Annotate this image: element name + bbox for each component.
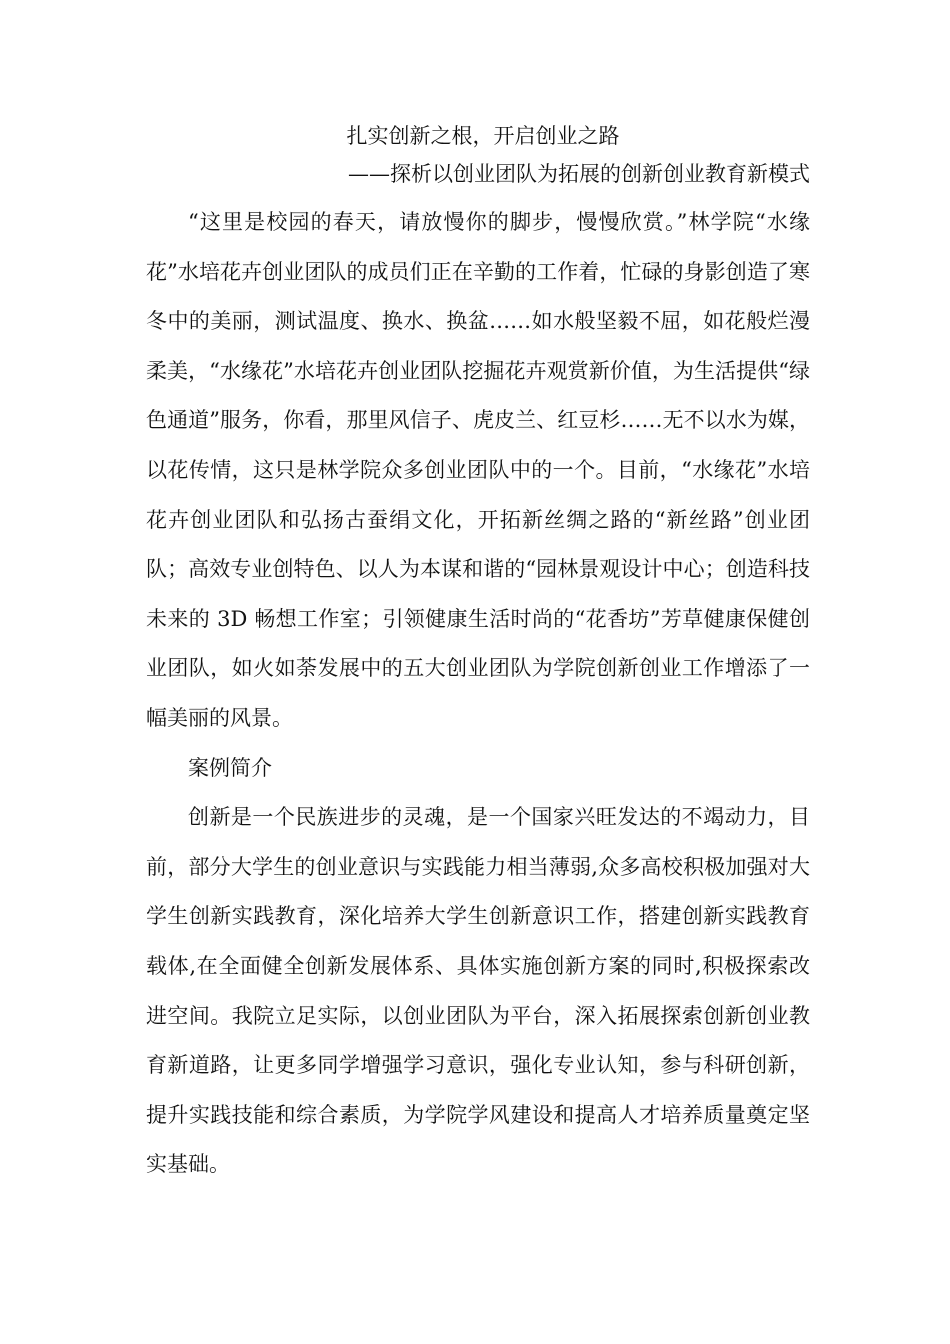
document-subtitle: ——探析以创业团队为拓展的创新创业教育新模式 (348, 162, 810, 186)
case-summary-paragraph: 创新是一个民族进步的灵魂，是一个国家兴旺发达的不竭动力，目前，部分大学生的创业意识与实践能力相当薄弱,众多高校积极加强对大学生创新实践教育，深化培养大学生创新意识工作，搭建创新实践教育载体,在全面健全创新发展体系、具体实施创新方案的同时,积极探索改进空间。我院立足实际，以创业团队为平台，深入拓展探索创新创业教育新道路，让更多同学增强学习意识，强化专业认知，参与科研创新，提升实践技能和综合素质，为学院学风建设和提高人才培养质量奠定坚实基础。 (146, 805, 810, 1177)
section-heading: 案例简介 (188, 755, 272, 780)
document-title: 扎实创新之根，开启创业之路 (346, 124, 620, 148)
intro-paragraph: “这里是校园的春天，请放慢你的脚步，慢慢欣赏。”林学院“水缘花”水培花卉创业团队的成员们正在辛勤的工作着，忙碌的身影创造了寒冬中的美丽，测试温度、换水、换盆……如水般坚毅不屈，如花般烂漫柔美，“水缘花”水培花卉创业团队挖掘花卉观赏新价值，为生活提供“绿色通道”服务，你看，那里风信子、虎皮兰、红豆杉……无不以水为媒，以花传情，这只是林学院众多创业团队中的一个。目前，“水缘花”水培花卉创业团队和弘扬古蚕绢文化，开拓新丝绸之路的“新丝路”创业团队；高效专业创特色、以人为本谋和谐的“园林景观设计中心；创造科技未来的 3D 畅想工作室；引领健康生活时尚的“花香坊”芳草健康保健创业团队，如火如荼发展中的五大创业团队为学院创新创业工作增添了一幅美丽的风景。 (146, 210, 810, 730)
document-page (146, 118, 810, 1190)
